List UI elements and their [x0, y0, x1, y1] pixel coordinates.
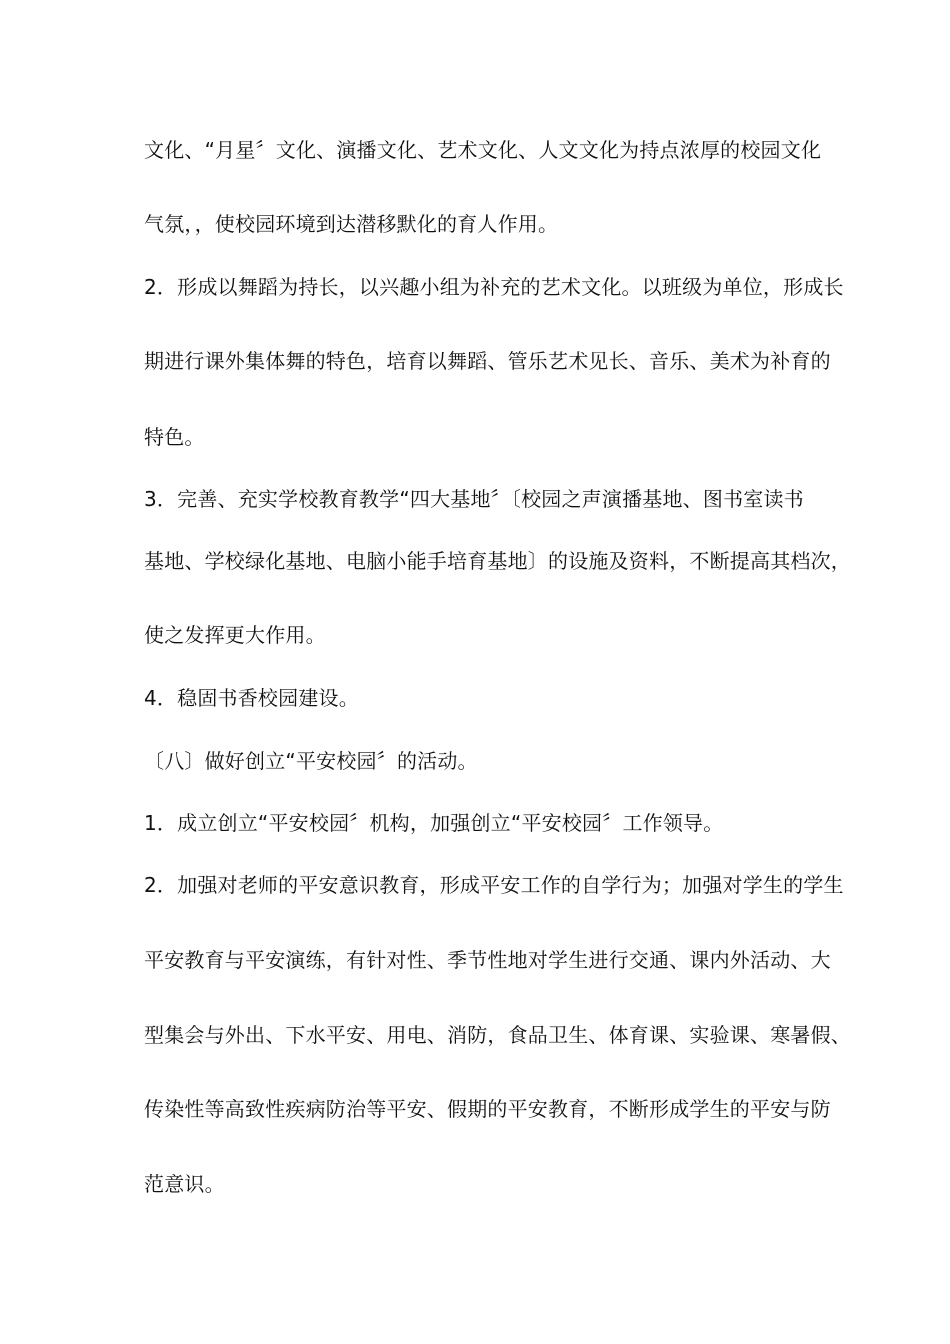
- text-line: 传染性等高致性疾病防治等平安、假期的平安教育，不断形成学生的平安与防: [144, 1097, 831, 1121]
- text-line: 使之发挥更大作用。: [144, 623, 326, 647]
- text-line: 特色。: [144, 425, 205, 449]
- text-line: 1．成立创立“平安校园〞机构，加强创立“平安校园〞工作领导。: [144, 811, 724, 835]
- text-line: 〔八〕做好创立“平安校园〞的活动。: [144, 749, 478, 773]
- text-line: 3．完善、充实学校教育教学“四大基地〞〔校园之声演播基地、图书室读书: [144, 487, 804, 511]
- text-line: 型集会与外出、下水平安、用电、消防，食品卫生、体育课、实验课、寒暑假、: [144, 1023, 851, 1047]
- text-line: 期进行课外集体舞的特色，培育以舞蹈、管乐艺术见长、音乐、美术为补育的: [144, 349, 831, 373]
- text-line: 范意识。: [144, 1172, 225, 1196]
- text-line: 气氛，，使校园环境到达潜移默化的育人作用。: [144, 212, 559, 236]
- text-line: 基地、学校绿化基地、电脑小能手培育基地〕的设施及资料，不断提高其档次，: [144, 549, 851, 573]
- text-line: 2．加强对老师的平安意识教育，形成平安工作的自学行为；加强对学生的学生: [144, 873, 844, 897]
- text-line: 2．形成以舞蹈为持长，以兴趣小组为补充的艺术文化。以班级为单位，形成长: [144, 275, 844, 299]
- text-line: 文化、“月星〞文化、演播文化、艺术文化、人文文化为持点浓厚的校园文化: [144, 138, 822, 162]
- text-line: 4．稳固书香校园建设。: [144, 686, 359, 710]
- text-line: 平安教育与平安演练，有针对性、季节性地对学生进行交通、课内外活动、大: [144, 948, 831, 972]
